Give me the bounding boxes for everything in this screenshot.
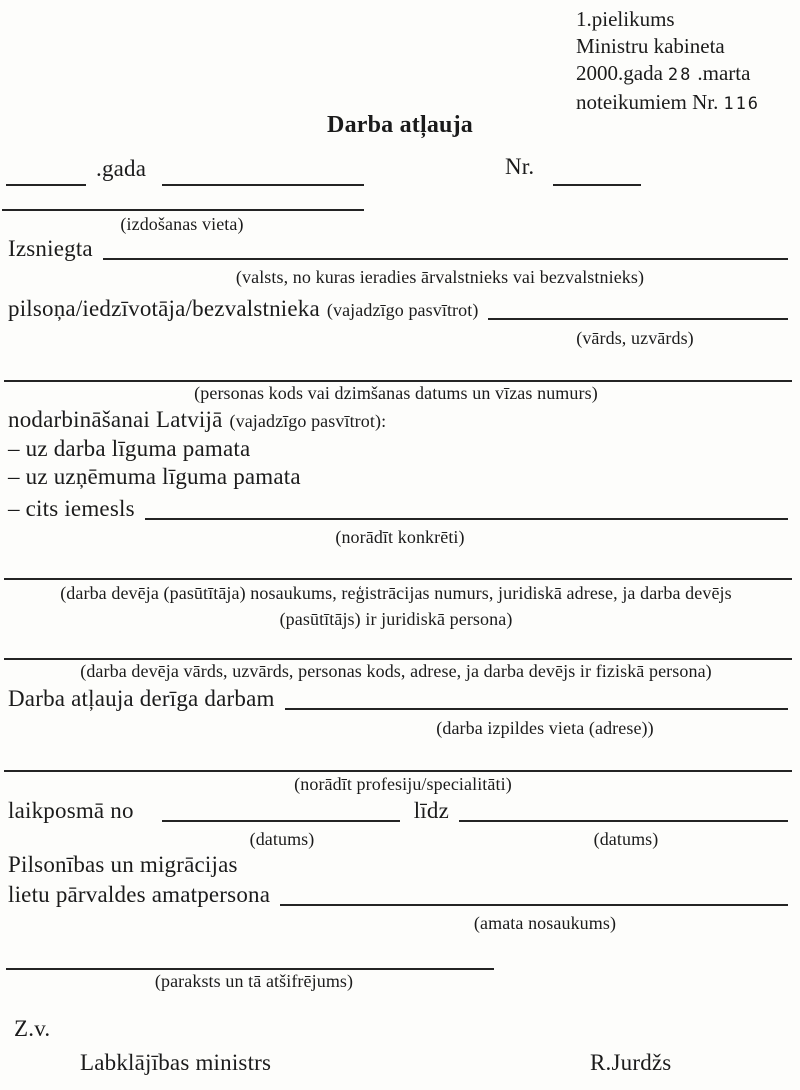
employment-row <box>8 407 386 433</box>
corner-reference <box>576 6 765 118</box>
document-title: Darba atļauja <box>327 112 473 138</box>
personal-code-hint: (personas kods vai dzimšanas datums un vīzas numurs) <box>194 383 598 403</box>
deriga-darbam-label: Darba atļauja derīga darbam <box>8 686 275 711</box>
blank-year <box>6 184 86 186</box>
period-row <box>8 798 788 824</box>
blank-date-from <box>162 810 400 822</box>
blank-date-to <box>459 810 788 822</box>
pilsona-label: pilsoņa/iedzīvotāja/bezvalstnieka <box>8 296 320 321</box>
position-title-hint: (amata nosaukums) <box>473 913 617 933</box>
option-other-reason: – cits iemesls <box>8 496 135 521</box>
nodarbinasanai-note: (vajadzīgo pasvītrot): <box>229 411 387 431</box>
blank-personal-code <box>4 380 792 382</box>
gada-label: .gada <box>96 156 147 181</box>
specify-hint: (norādīt konkrēti) <box>335 527 465 547</box>
profession-hint: (norādīt profesiju/specialitāti) <box>294 774 512 794</box>
employer-natural-hint: (darba devēja vārds, uzvārds, personas kods, adrese, ja darba devējs ir fiziskā persona) <box>80 661 712 681</box>
issue-place-hint: (izdošanas vieta) <box>120 214 244 234</box>
office-line2: lietu pārvaldes amatpersona <box>8 882 271 907</box>
corner-line-3 <box>576 60 765 89</box>
corner-number-prefix: noteikumiem Nr. <box>576 90 719 114</box>
office-line1: Pilsonības un migrācijas <box>8 852 238 877</box>
corner-date-suffix: .marta <box>697 61 751 85</box>
country-hint: (valsts, no kuras ieradies ārvalstnieks vai bezvalstnieks) <box>235 267 645 287</box>
blank-employer-natural <box>4 658 792 660</box>
blank-profession <box>4 770 792 772</box>
minister-name: R.Jurdžs <box>590 1050 672 1075</box>
official-row <box>8 882 788 908</box>
lidz-label: līdz <box>413 798 449 823</box>
blank-work-place <box>285 698 788 710</box>
other-reason-row <box>8 496 788 522</box>
blank-position-title <box>280 894 788 906</box>
typed-day-value: 28 <box>667 65 693 85</box>
employer-legal-hint-line1: (darba devēja (pasūtītāja) nosaukums, reģistrācijas numurs, juridiskā adrese, ja darba devējs <box>60 583 732 603</box>
option-company-contract: – uz uzņēmuma līguma pamata <box>8 464 301 489</box>
izsniegta-label: Izsniegta <box>8 236 93 261</box>
corner-line-2: Ministru kabineta <box>576 34 725 58</box>
work-place-hint: (darba izpildes vieta (adrese)) <box>436 718 654 738</box>
typed-regulation-number: 116 <box>723 94 761 114</box>
blank-issue-place <box>2 209 364 211</box>
nodarbinasanai-label: nodarbināšanai Latvijā <box>8 407 223 432</box>
citizen-row <box>8 296 788 322</box>
employer-legal-hint-line2: (pasūtītājs) ir juridiskā persona) <box>279 609 513 629</box>
minister-title: Labklājības ministrs <box>80 1050 272 1075</box>
blank-signature <box>6 968 494 970</box>
laikposma-no-label: laikposmā no <box>8 798 134 823</box>
date-to-hint: (datums) <box>593 829 659 849</box>
corner-line-1: 1.pielikums <box>576 7 675 31</box>
date-from-hint: (datums) <box>249 829 315 849</box>
valid-for-work-row <box>8 686 788 712</box>
corner-date-prefix: 2000.gada <box>576 61 663 85</box>
blank-other-reason <box>145 508 788 520</box>
blank-issue-date <box>162 184 364 186</box>
nr-label: Nr. <box>505 154 535 179</box>
blank-person-name <box>488 308 788 320</box>
signature-hint: (paraksts un tā atšifrējums) <box>154 971 354 991</box>
pilsona-note: (vajadzīgo pasvītrot) <box>326 300 479 320</box>
issued-to-row <box>8 236 788 262</box>
blank-country <box>103 248 788 260</box>
option-work-contract: – uz darba līguma pamata <box>8 436 251 461</box>
name-surname-hint: (vārds, uzvārds) <box>576 328 694 348</box>
employer-legal-hint <box>0 580 792 632</box>
seal-label: Z.v. <box>14 1016 51 1041</box>
blank-permit-number <box>553 184 641 186</box>
